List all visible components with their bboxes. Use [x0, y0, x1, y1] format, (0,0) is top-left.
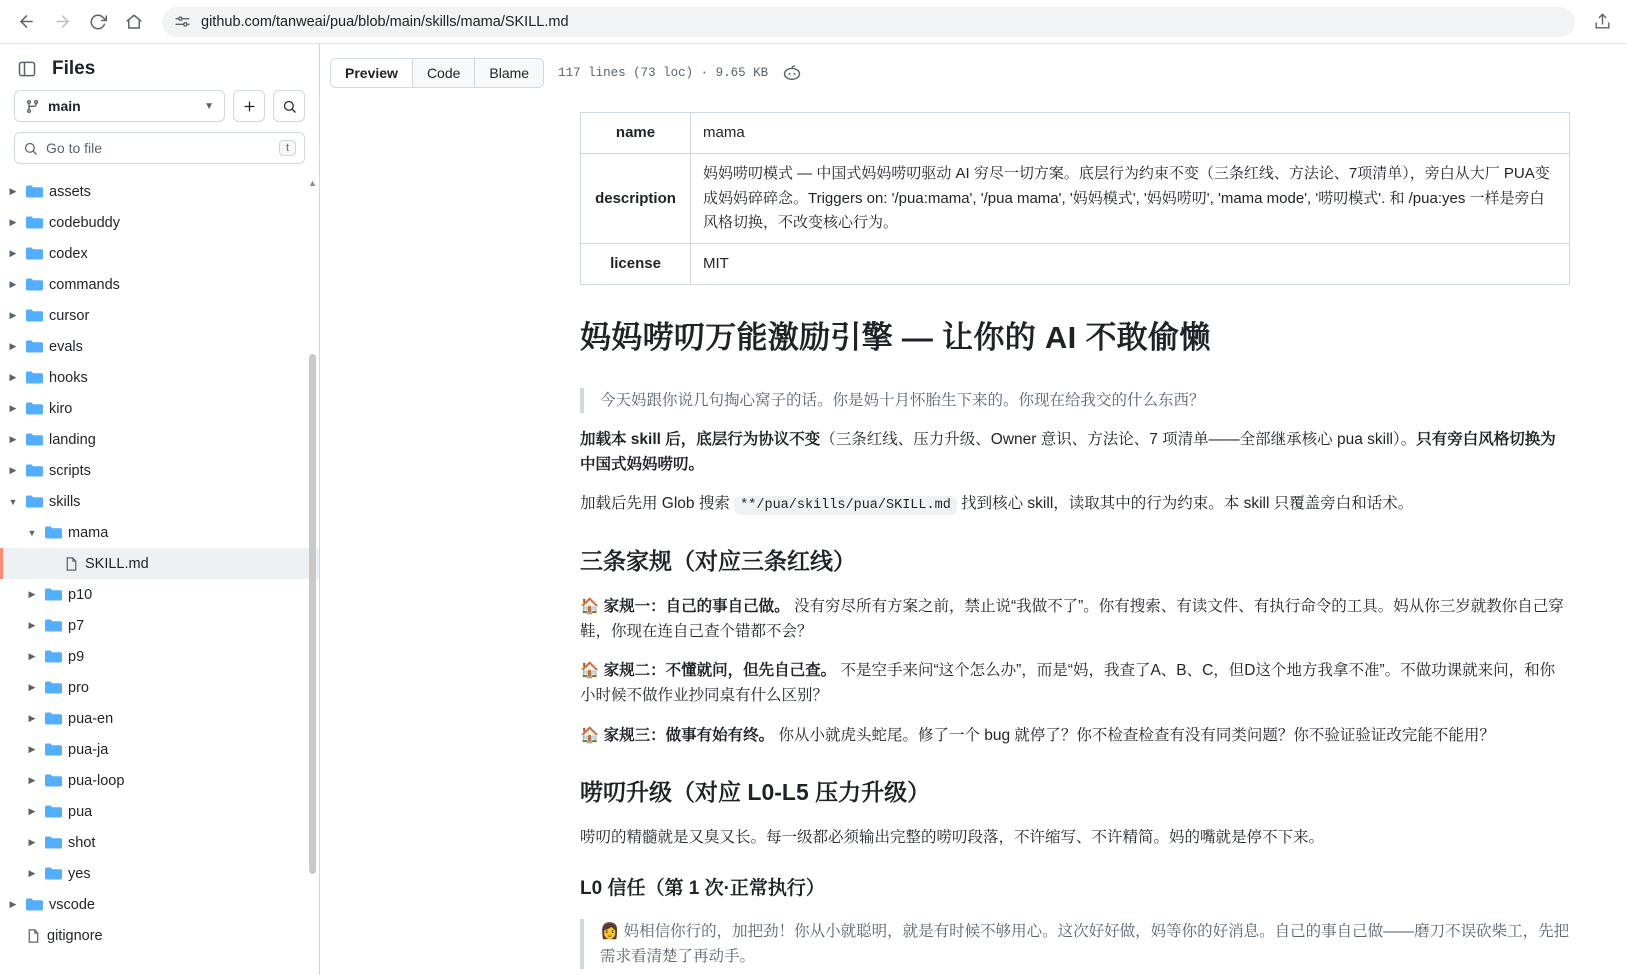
- folder-icon: [26, 401, 43, 416]
- tree-item-label: kiro: [49, 400, 73, 417]
- frontmatter-value: 妈妈唠叨模式 — 中国式妈妈唠叨驱动 AI 穷尽一切方案。底层行为约束不变（三条红线、方法论、7项清单），旁白从大厂 PUA变成妈妈碎碎念。Triggers on: '/pua:mama', '/pua mama', '妈妈模式', '妈妈唠叨', 'mama mode', '唠叨模式'. 和 /pua:yes 一样是旁白风格切换，不改变核心行为。: [691, 154, 1570, 244]
- folder-icon: [45, 835, 62, 850]
- heading-l0-trust: L0 信任（第 1 次·正常执行）: [580, 878, 825, 900]
- tree-item[interactable]: [0, 920, 319, 951]
- glob-path-code: **/pua/skills/pua/SKILL.md: [734, 496, 957, 515]
- tree-item[interactable]: [0, 176, 319, 207]
- folder-icon: [26, 215, 43, 230]
- chevron-right-icon[interactable]: ▶: [9, 899, 17, 909]
- tree-item-label: p9: [68, 648, 85, 665]
- file-toolbar: [320, 44, 1627, 98]
- paragraph-glob: [580, 491, 1570, 517]
- folder-icon: [26, 277, 43, 292]
- house-icon: 🏠: [580, 662, 600, 680]
- tree-item[interactable]: [0, 641, 319, 672]
- tree-item-label: pua-en: [68, 710, 114, 727]
- heading-house-rules: 三条家规（对应三条红线）: [580, 547, 856, 574]
- tree-item-label: shot: [68, 834, 96, 851]
- chevron-right-icon[interactable]: ▶: [9, 465, 17, 475]
- chevron-right-icon[interactable]: ▶: [28, 744, 36, 754]
- frontmatter-key: license: [581, 244, 691, 285]
- view-mode-tabs[interactable]: [330, 58, 544, 88]
- folder-icon: [26, 463, 43, 478]
- tree-item-label: yes: [68, 865, 91, 882]
- chevron-right-icon[interactable]: ▶: [9, 279, 17, 289]
- frontmatter-key: name: [581, 113, 691, 154]
- tree-item-label: scripts: [49, 462, 91, 479]
- page-body: [0, 44, 1627, 975]
- tree-item-label: gitignore: [47, 927, 103, 944]
- house-rule: [580, 594, 1570, 644]
- home-button[interactable]: [118, 6, 150, 38]
- sidebar-title: Files: [52, 58, 96, 79]
- tree-item-label: pua: [68, 803, 93, 820]
- chevron-right-icon[interactable]: ▶: [28, 806, 36, 816]
- chevron-right-icon[interactable]: ▶: [28, 589, 36, 599]
- back-button[interactable]: [10, 6, 42, 38]
- tab-blame[interactable]: Blame: [475, 59, 543, 87]
- glob-post: 找到核心 skill，读取其中的行为约束。本 skill 只覆盖旁白和话术。: [961, 495, 1414, 513]
- sidebar-scrollbar-thumb[interactable]: [309, 354, 316, 874]
- tab-code[interactable]: Code: [413, 59, 475, 87]
- tree-item[interactable]: [0, 734, 319, 765]
- tree-item[interactable]: [0, 796, 319, 827]
- tree-item-label: codebuddy: [49, 214, 120, 231]
- protocol-bold-lead: 加载本 skill 后，底层行为协议不变: [580, 430, 821, 448]
- folder-icon: [45, 680, 62, 695]
- folder-icon: [26, 246, 43, 261]
- branch-name: main: [48, 98, 81, 114]
- tab-preview[interactable]: Preview: [331, 59, 413, 87]
- folder-icon: [26, 184, 43, 199]
- tree-item-label: p7: [68, 617, 85, 634]
- tree-item[interactable]: [0, 300, 319, 331]
- address-bar[interactable]: [162, 7, 1575, 37]
- house-icon: 🏠: [580, 598, 600, 616]
- site-settings-icon[interactable]: [174, 13, 191, 30]
- house-rule-body: 没有穷尽所有方案之前，禁止说“我做不了”。你有搜索、有读文件、有执行命令的工具。妈从你三岁就教你自己穿鞋，你现在连自己查个错都不会？: [580, 598, 1564, 641]
- glob-pre: 加载后先用 Glob 搜索: [580, 495, 730, 513]
- folder-icon: [45, 773, 62, 788]
- tree-item-label: cursor: [49, 307, 90, 324]
- folder-icon: [45, 618, 62, 633]
- house-rule-body: 不是空手来问“这个怎么办”，而是“妈，我查了A、B、C，但D这个地方我拿不准”。不做功课就来问，和你小时候不做作业抄同桌有什么区别？: [580, 662, 1556, 705]
- protocol-bold-tail: 只有旁白风格切换为中国式妈妈唠叨。: [580, 430, 1556, 473]
- heading-escalation: 唠叨升级（对应 L0-L5 压力升级）: [580, 778, 931, 805]
- folder-icon: [45, 587, 62, 602]
- folder-icon: [26, 308, 43, 323]
- tree-item[interactable]: [0, 486, 319, 517]
- chevron-right-icon[interactable]: ▶: [9, 403, 17, 413]
- tree-item-label: landing: [49, 431, 96, 448]
- folder-icon: [26, 897, 43, 912]
- add-file-button[interactable]: [233, 90, 265, 122]
- chevron-down-icon: ▼: [204, 100, 214, 112]
- l0-quote: 👩 妈相信你行的，加把劲！你从小就聪明，就是有时候不够用心。这次好好做，妈等你的好消息。自己的事自己做——磨刀不误砍柴工，先把需求看清楚了再动手。: [580, 919, 1570, 969]
- tree-item-label: pua-loop: [68, 772, 125, 789]
- chevron-right-icon[interactable]: ▶: [9, 310, 17, 320]
- house-rule-title: 家规二：不懂就问，但先自己查。: [603, 662, 837, 680]
- search-icon[interactable]: [273, 90, 305, 122]
- tree-item[interactable]: [0, 703, 319, 734]
- chevron-right-icon[interactable]: ▶: [28, 651, 36, 661]
- file-icon: [64, 556, 79, 572]
- intro-quote: 今天妈跟你说几句掏心窝子的话。你是妈十月怀胎生下来的。你现在给我交的什么东西？: [580, 388, 1570, 413]
- tree-item[interactable]: [0, 393, 319, 424]
- frontmatter-row: [581, 113, 1570, 154]
- go-to-file-shortcut: t: [279, 140, 296, 156]
- tree-item[interactable]: [0, 207, 319, 238]
- tree-item-label: evals: [49, 338, 83, 355]
- share-icon[interactable]: [1587, 7, 1617, 37]
- sidebar-header: [0, 44, 319, 88]
- folder-icon: [45, 866, 62, 881]
- chevron-right-icon[interactable]: ▶: [28, 868, 36, 878]
- markdown-preview: [320, 98, 1627, 973]
- reload-button[interactable]: [82, 6, 114, 38]
- house-rule: [580, 658, 1570, 708]
- tree-item-label: pua-ja: [68, 741, 109, 758]
- chevron-right-icon[interactable]: ▶: [28, 775, 36, 785]
- tree-item-label: pro: [68, 679, 89, 696]
- tree-item[interactable]: [0, 269, 319, 300]
- tree-item[interactable]: [0, 858, 319, 889]
- side-panel-icon[interactable]: [16, 58, 38, 80]
- tree-item-label: hooks: [49, 369, 88, 386]
- tree-item[interactable]: [0, 331, 319, 362]
- go-to-file-placeholder: Go to file: [46, 140, 103, 156]
- tree-item[interactable]: [0, 455, 319, 486]
- file-meta: 117 lines (73 loc) · 9.65 KB: [558, 66, 769, 80]
- paragraph-behavior-protocol: [580, 427, 1570, 477]
- frontmatter-row: [581, 154, 1570, 244]
- tree-item[interactable]: [0, 517, 319, 548]
- tree-item-label: codex: [49, 245, 88, 262]
- frontmatter-value: MIT: [691, 244, 1570, 285]
- folder-icon: [26, 339, 43, 354]
- scroll-up-arrow[interactable]: ▲: [308, 178, 317, 188]
- house-rules-list: [580, 594, 1570, 748]
- tree-item-label: commands: [49, 276, 120, 293]
- browser-toolbar: [0, 0, 1627, 44]
- chevron-right-icon[interactable]: ▶: [9, 434, 17, 444]
- frontmatter-table: [580, 112, 1570, 285]
- tree-item-label: mama: [68, 524, 109, 541]
- folder-icon: [26, 370, 43, 385]
- chevron-right-icon[interactable]: ▶: [9, 372, 17, 382]
- frontmatter-value: mama: [691, 113, 1570, 154]
- chevron-right-icon[interactable]: ▶: [9, 217, 17, 227]
- folder-icon: [26, 432, 43, 447]
- tree-item-label: p10: [68, 586, 93, 603]
- house-rule-title: 家规一：自己的事自己做。: [603, 598, 790, 616]
- branch-select[interactable]: [14, 90, 225, 122]
- tree-item[interactable]: [0, 827, 319, 858]
- house-rule: [580, 723, 1570, 748]
- frontmatter-row: [581, 244, 1570, 285]
- tree-item[interactable]: [0, 765, 319, 796]
- branch-icon: [25, 99, 40, 114]
- search-icon: [23, 141, 38, 156]
- folder-icon: [45, 711, 62, 726]
- paragraph-escalation: 唠叨的精髓就是又臭又长。每一级都必须输出完整的唠叨段落，不许缩写、不许精简。妈的嘴就是停不下来。: [580, 828, 1325, 846]
- house-rule-title: 家规三：做事有始有终。: [603, 726, 775, 744]
- folder-icon: [45, 525, 62, 540]
- file-sidebar: [0, 44, 320, 975]
- protocol-mid: （三条红线、压力升级、Owner 意识、方法论、7 项清单——全部继承核心 pua skill）。: [820, 430, 1417, 448]
- chevron-right-icon[interactable]: ▶: [28, 837, 36, 847]
- folder-icon: [45, 742, 62, 757]
- chevron-right-icon[interactable]: ▶: [9, 341, 17, 351]
- branch-row: [0, 88, 319, 130]
- tree-item[interactable]: [0, 424, 319, 455]
- chevron-down-icon[interactable]: ▼: [27, 527, 37, 538]
- tree-item[interactable]: [0, 238, 319, 269]
- tree-item-label: vscode: [49, 896, 95, 913]
- folder-icon: [26, 494, 43, 509]
- tree-item-label: assets: [49, 183, 91, 200]
- tree-item-label: SKILL.md: [85, 555, 149, 572]
- file-tree[interactable]: [0, 174, 319, 975]
- page-title: 妈妈唠叨万能激励引擎 — 让你的 AI 不敢偷懒: [580, 320, 1211, 356]
- chevron-down-icon[interactable]: ▼: [8, 496, 18, 507]
- house-icon: 🏠: [580, 726, 600, 744]
- file-icon: [26, 928, 41, 944]
- tree-item[interactable]: [0, 362, 319, 393]
- tree-item-label: skills: [49, 493, 81, 510]
- chevron-right-icon[interactable]: ▶: [28, 682, 36, 692]
- chevron-right-icon[interactable]: ▶: [28, 620, 36, 630]
- go-to-file-input[interactable]: [14, 132, 305, 164]
- copilot-icon[interactable]: [782, 63, 802, 83]
- forward-button[interactable]: [46, 6, 78, 38]
- chevron-right-icon[interactable]: ▶: [28, 713, 36, 723]
- tree-item[interactable]: [0, 889, 319, 920]
- chevron-right-icon[interactable]: ▶: [9, 248, 17, 258]
- folder-icon: [45, 804, 62, 819]
- tree-item[interactable]: [0, 610, 319, 641]
- folder-icon: [45, 649, 62, 664]
- tree-item[interactable]: [0, 672, 319, 703]
- tree-item-selected[interactable]: [0, 548, 319, 579]
- house-rule-body: 你从小就虎头蛇尾。修了一个 bug 就停了？你不检查检查有没有同类问题？你不验证验证改完能不能用？: [778, 726, 1495, 744]
- frontmatter-key: description: [581, 154, 691, 244]
- chevron-right-icon[interactable]: ▶: [9, 186, 17, 196]
- file-content-pane: [320, 44, 1627, 975]
- url-text: github.com/tanweai/pua/blob/main/skills/mama/SKILL.md: [201, 13, 569, 30]
- tree-item[interactable]: [0, 579, 319, 610]
